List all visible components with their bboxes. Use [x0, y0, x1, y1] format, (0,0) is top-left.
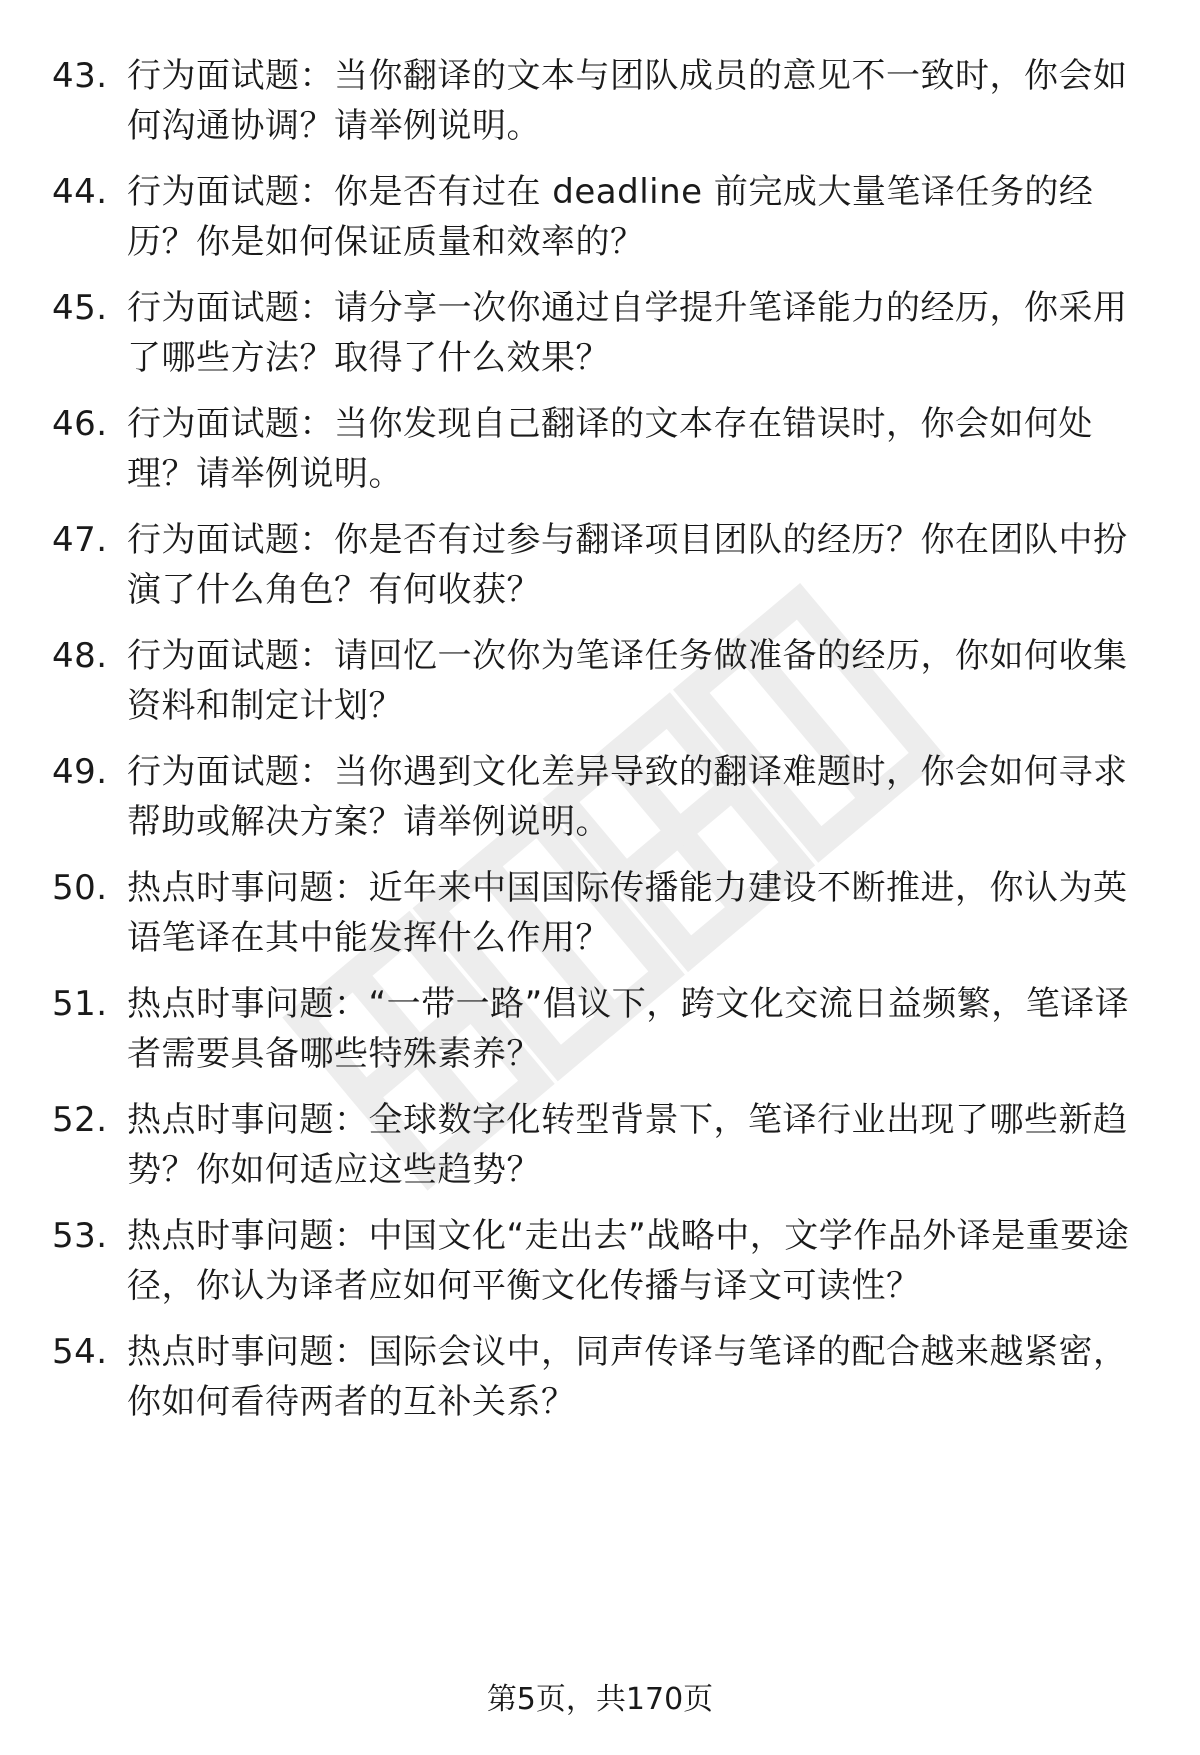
question-number: 46. — [52, 404, 108, 444]
question-item — [52, 515, 1152, 615]
question-text: 热点时事问题：全球数字化转型背景下，笔译行业出现了哪些新趋势？你如何适应这些趋势？ — [127, 1100, 1128, 1190]
question-text: 行为面试题：你是否有过在 deadline 前完成大量笔译任务的经历？你是如何保证质量和效率的？ — [127, 172, 1094, 262]
question-text: 热点时事问题：近年来中国国际传播能力建设不断推进，你认为英语笔译在其中能发挥什么作用？ — [127, 868, 1128, 958]
page-footer — [0, 1680, 1200, 1720]
question-number: 49. — [52, 752, 108, 792]
question-text: 行为面试题：你是否有过参与翻译项目团队的经历？你在团队中扮演了什么角色？有何收获？ — [127, 520, 1128, 610]
question-item — [52, 283, 1152, 383]
question-number: 53. — [52, 1216, 108, 1256]
question-text: 热点时事问题：中国文化“走出去”战略中，文学作品外译是重要途径，你认为译者应如何平衡文化传播与译文可读性？ — [127, 1216, 1130, 1306]
page-number-label: 第5页，共170页 — [486, 1682, 714, 1717]
question-text: 热点时事问题：“一带一路”倡议下，跨文化交流日益频繁，笔译译者需要具备哪些特殊素养？ — [127, 984, 1130, 1074]
question-number: 52. — [52, 1100, 108, 1140]
question-text: 行为面试题：当你发现自己翻译的文本存在错误时，你会如何处理？请举例说明。 — [127, 404, 1093, 494]
question-item — [52, 399, 1152, 499]
question-text: 热点时事问题：国际会议中，同声传译与笔译的配合越来越紧密，你如何看待两者的互补关系？ — [127, 1332, 1128, 1422]
question-text: 行为面试题：请分享一次你通过自学提升笔译能力的经历，你采用了哪些方法？取得了什么效果？ — [127, 288, 1128, 378]
question-item — [52, 747, 1152, 847]
question-number: 43. — [52, 56, 108, 96]
question-item — [52, 1095, 1152, 1195]
question-number: 47. — [52, 520, 108, 560]
question-item — [52, 51, 1152, 151]
question-text: 行为面试题：请回忆一次你为笔译任务做准备的经历，你如何收集资料和制定计划？ — [127, 636, 1128, 726]
question-text: 行为面试题：当你翻译的文本与团队成员的意见不一致时，你会如何沟通协调？请举例说明。 — [127, 56, 1128, 146]
question-item — [52, 863, 1152, 963]
question-item — [52, 1327, 1152, 1427]
question-number: 44. — [52, 172, 108, 212]
question-item — [52, 631, 1152, 731]
question-number: 48. — [52, 636, 108, 676]
question-item — [52, 167, 1152, 267]
question-number: 54. — [52, 1332, 108, 1372]
question-text: 行为面试题：当你遇到文化差异导致的翻译难题时，你会如何寻求帮助或解决方案？请举例说明。 — [127, 752, 1128, 842]
question-item — [52, 1211, 1152, 1311]
question-number: 51. — [52, 984, 108, 1024]
question-number: 45. — [52, 288, 108, 328]
question-item — [52, 979, 1152, 1079]
question-number: 50. — [52, 868, 108, 908]
